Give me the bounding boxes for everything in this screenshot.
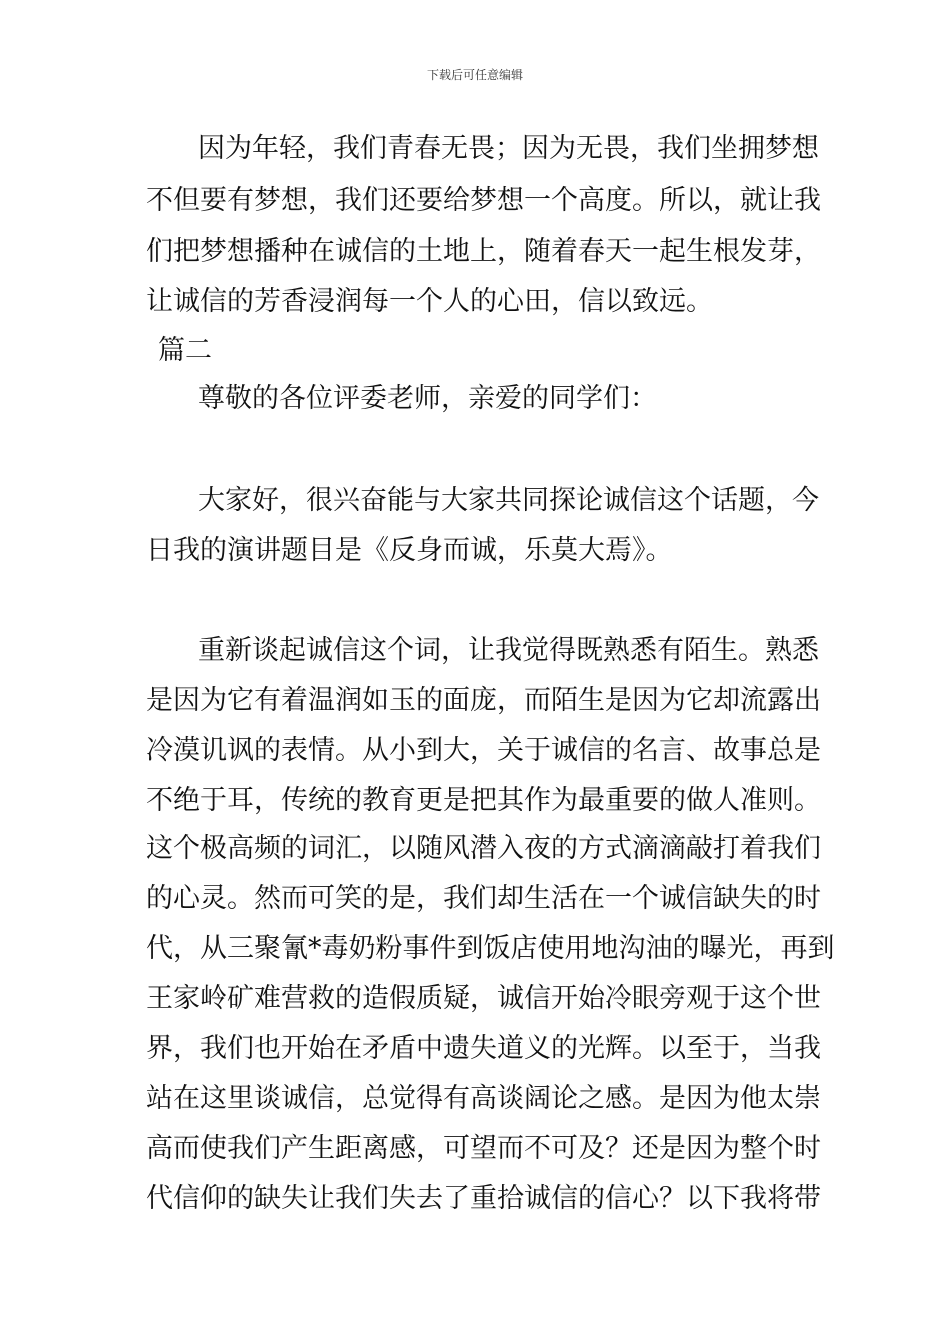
page-header: 下载后可任意编辑 bbox=[426, 68, 523, 82]
text-line: 尊敬的各位评委老师，亲爱的同学们： bbox=[198, 383, 657, 414]
text-line: 不绝于耳，传统的教育更是把其作为最重要的做人准则。 bbox=[146, 785, 821, 816]
text-line: 代，从三聚氰*毒奶粉事件到饭店使用地沟油的曝光，再到 bbox=[146, 933, 835, 964]
text-line: 重新谈起诚信这个词，让我觉得既熟悉有陌生。熟悉 bbox=[198, 635, 819, 666]
text-line: 冷漠讥讽的表情。从小到大，关于诚信的名言、故事总是 bbox=[146, 735, 821, 766]
text-line: 因为年轻，我们青春无畏；因为无畏，我们坐拥梦想 bbox=[198, 133, 819, 164]
text-line: 是因为它有着温润如玉的面庞，而陌生是因为它却流露出 bbox=[146, 685, 821, 716]
text-line: 高而使我们产生距离感，可望而不可及？还是因为整个时 bbox=[146, 1133, 821, 1164]
section-heading: 篇二 bbox=[158, 335, 212, 366]
text-line: 站在这里谈诚信，总觉得有高谈阔论之感。是因为他太崇 bbox=[146, 1083, 821, 1114]
text-line: 让诚信的芳香浸润每一个人的心田，信以致远。 bbox=[146, 286, 713, 317]
text-line: 王家岭矿难营救的造假质疑，诚信开始冷眼旁观于这个世 bbox=[146, 983, 821, 1014]
text-line: 不但要有梦想，我们还要给梦想一个高度。所以，就让我 bbox=[146, 185, 821, 216]
text-line: 代信仰的缺失让我们失去了重拾诚信的信心？以下我将带 bbox=[146, 1183, 821, 1214]
text-line: 们把梦想播种在诚信的土地上，随着春天一起生根发芽， bbox=[146, 236, 821, 267]
text-line: 界，我们也开始在矛盾中遗失道义的光辉。以至于，当我 bbox=[146, 1033, 821, 1064]
text-line: 日我的演讲题目是《反身而诚，乐莫大焉》。 bbox=[146, 535, 673, 566]
text-line: 这个极高频的词汇，以随风潜入夜的方式滴滴敲打着我们 bbox=[146, 833, 821, 864]
text-line: 的心灵。然而可笑的是，我们却生活在一个诚信缺失的时 bbox=[146, 883, 821, 914]
text-line: 大家好，很兴奋能与大家共同探论诚信这个话题，今 bbox=[198, 485, 819, 516]
